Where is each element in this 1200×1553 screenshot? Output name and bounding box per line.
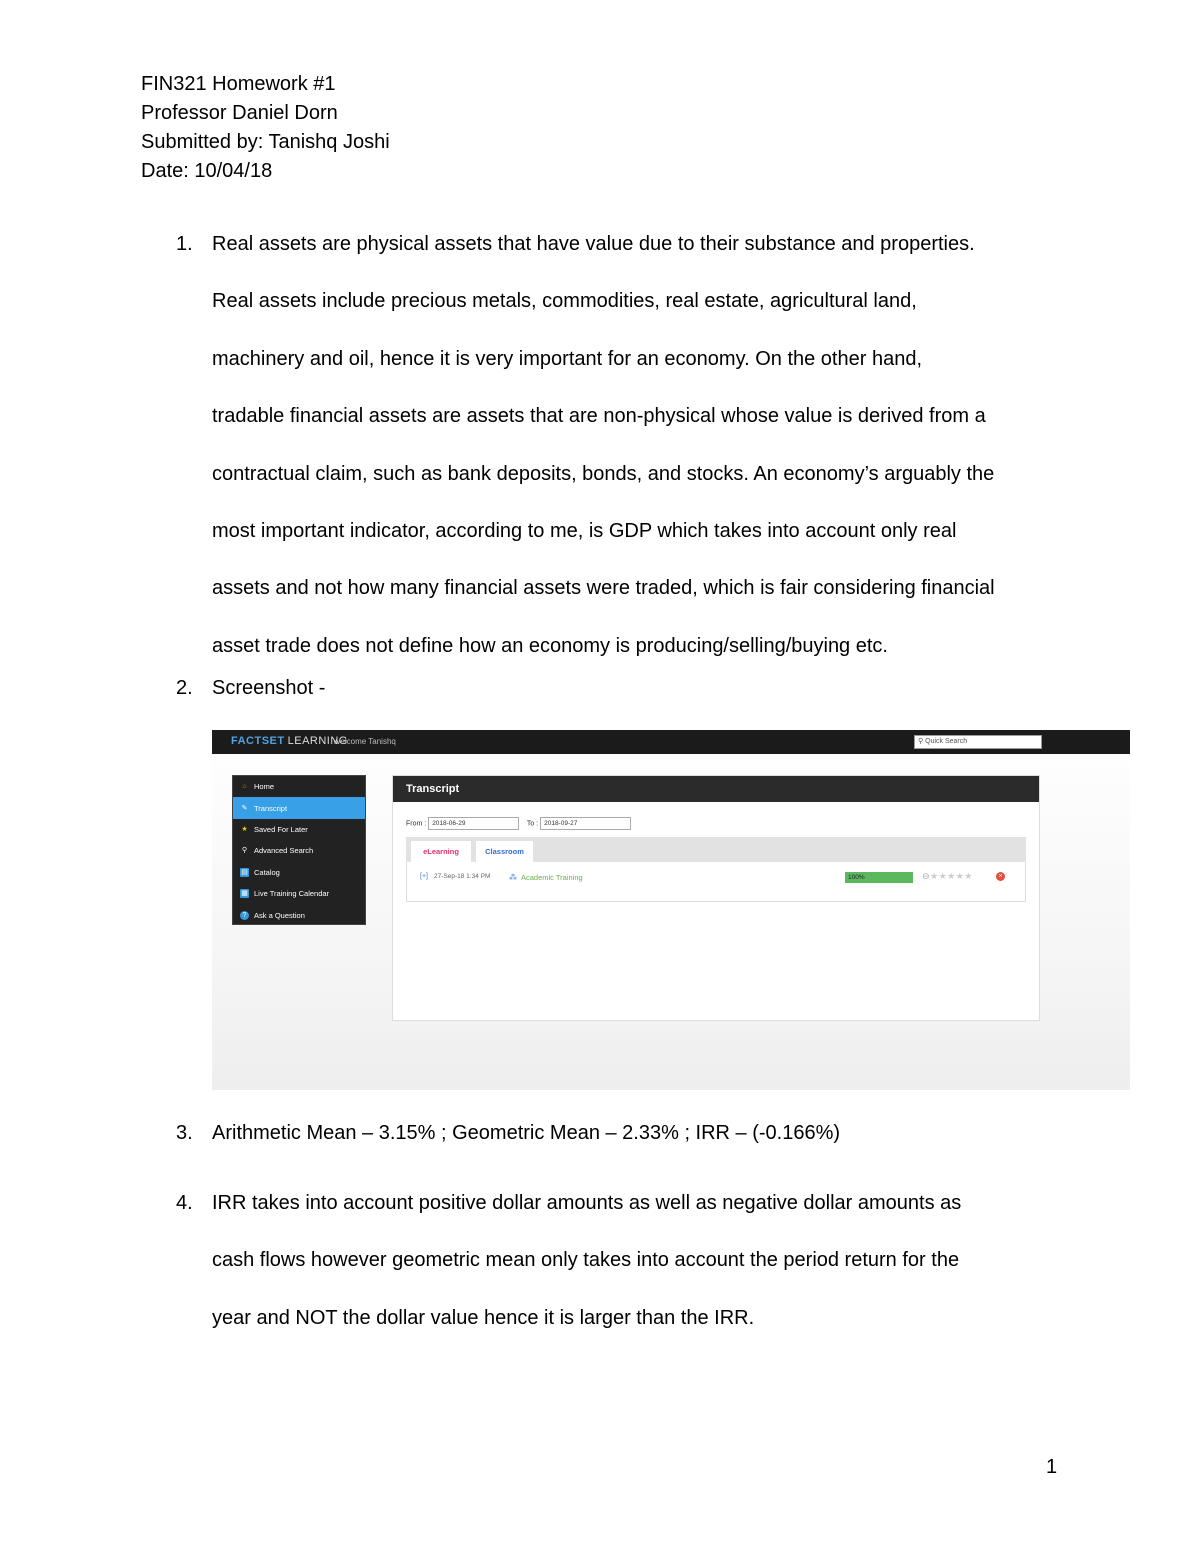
quick-search-input[interactable] — [914, 735, 1042, 749]
progress-bar: 100% — [845, 872, 913, 883]
text-line: tradable financial assets are assets that are non-physical whose value is derived from a — [212, 405, 986, 428]
text-line: year and NOT the dollar value hence it is larger than the IRR. — [212, 1306, 755, 1329]
list-number: 1. — [176, 233, 193, 255]
from-label: From : — [406, 820, 427, 828]
sidebar-item-advanced-search[interactable] — [233, 840, 365, 861]
date-range — [406, 817, 631, 830]
sidebar-item-home[interactable] — [233, 776, 365, 797]
document-header — [141, 70, 390, 186]
sidebar — [232, 775, 366, 925]
list-number: 2. — [176, 677, 193, 699]
search-icon: ⚲ — [918, 738, 924, 745]
sidebar-item-label: Transcript — [254, 803, 288, 813]
text-line: IRR takes into account positive dollar amounts as well as negative dollar amounts as — [212, 1192, 962, 1214]
sidebar-item-label: Catalog — [254, 867, 280, 877]
sidebar-item-catalog[interactable] — [233, 862, 365, 883]
tab-elearning[interactable]: eLearning — [411, 841, 471, 862]
professor-name: Professor Daniel Dorn — [141, 102, 338, 124]
panel-title: Transcript — [393, 776, 1039, 802]
expand-button[interactable]: [+] — [420, 873, 428, 880]
to-label: To : — [526, 820, 539, 828]
submitted-by: Submitted by: Tanishq Joshi — [141, 131, 390, 153]
brand-sub: LEARNING — [287, 735, 348, 747]
search-icon: ⚲ — [241, 847, 248, 855]
submission-date: Date: 10/04/18 — [141, 160, 273, 182]
calendar-icon: ▦ — [241, 890, 248, 898]
answer-text — [212, 674, 1082, 703]
answer-text — [212, 1175, 1082, 1347]
text-line: most important indicator, according to me, is GDP which takes into account only real — [212, 520, 957, 543]
transcript-panel — [392, 775, 1040, 1021]
text-line: contractual claim, such as bank deposits, bonds, and stocks. An economy’s arguably the — [212, 462, 995, 485]
rating-stars[interactable]: ⊖★★★★★ — [922, 871, 973, 881]
transcript-icon: ✎ — [241, 804, 248, 812]
sidebar-item-ask-a-question[interactable] — [233, 904, 365, 925]
minus-icon: ⊖ — [922, 871, 931, 881]
course-title: FIN321 Homework #1 — [141, 73, 336, 95]
row-date: 27-Sep-18 1:34 PM — [434, 873, 491, 880]
search-placeholder: Quick Search — [925, 738, 968, 745]
to-date-input[interactable]: 2018-09-27 — [540, 817, 631, 830]
text-line: Real assets are physical assets that have value due to their substance and properties. — [212, 233, 975, 255]
sidebar-item-label: Saved For Later — [254, 824, 308, 834]
text-line: machinery and oil, hence it is very important for an economy. On the other hand, — [212, 347, 922, 370]
text-line: cash flows however geometric mean only takes into account the period return for the — [212, 1249, 960, 1272]
book-icon: ▤ — [241, 868, 248, 876]
sidebar-item-live-training-calendar[interactable] — [233, 883, 365, 904]
sidebar-item-label: Ask a Question — [254, 910, 305, 920]
question-icon: ? — [240, 911, 249, 920]
text-line: Real assets include precious metals, commodities, real estate, agricultural land, — [212, 290, 917, 313]
home-icon: ⌂ — [242, 783, 247, 791]
from-date-input[interactable]: 2018-06-29 — [428, 817, 519, 830]
course-link[interactable]: Academic Training — [521, 873, 583, 882]
sidebar-item-label: Home — [254, 782, 275, 792]
list-number: 4. — [176, 1192, 193, 1214]
table-row — [406, 862, 1026, 902]
sidebar-item-transcript[interactable] — [233, 797, 365, 818]
embedded-screenshot — [212, 730, 1130, 1090]
text-line: Screenshot - — [212, 677, 326, 699]
app-top-bar — [212, 730, 1130, 754]
text-line: assets and not how many financial assets were traded, which is fair considering financial — [212, 577, 995, 600]
page-number: 1 — [1046, 1456, 1058, 1478]
text-line: asset trade does not define how an economy is producing/selling/buying etc. — [212, 634, 888, 657]
sidebar-item-saved-for-later[interactable] — [233, 819, 365, 840]
star-icon: ★ — [241, 825, 248, 833]
sidebar-item-label: Advanced Search — [254, 846, 314, 856]
remove-icon[interactable]: × — [996, 872, 1005, 881]
factset-logo — [231, 735, 348, 747]
sidebar-item-label: Live Training Calendar — [254, 889, 330, 899]
answer-text — [212, 216, 1082, 675]
training-icon: ⁂ — [509, 873, 517, 882]
tab-classroom[interactable]: Classroom — [476, 841, 533, 862]
answer-text — [212, 1119, 1082, 1148]
brand-name: FACTSET — [231, 735, 285, 747]
welcome-text: Welcome Tanishq — [333, 737, 396, 746]
text-line: Arithmetic Mean – 3.15% ; Geometric Mean – 2.33% ; IRR – (-0.166%) — [212, 1122, 841, 1144]
list-number: 3. — [176, 1122, 193, 1144]
tab-bar — [406, 837, 1026, 862]
